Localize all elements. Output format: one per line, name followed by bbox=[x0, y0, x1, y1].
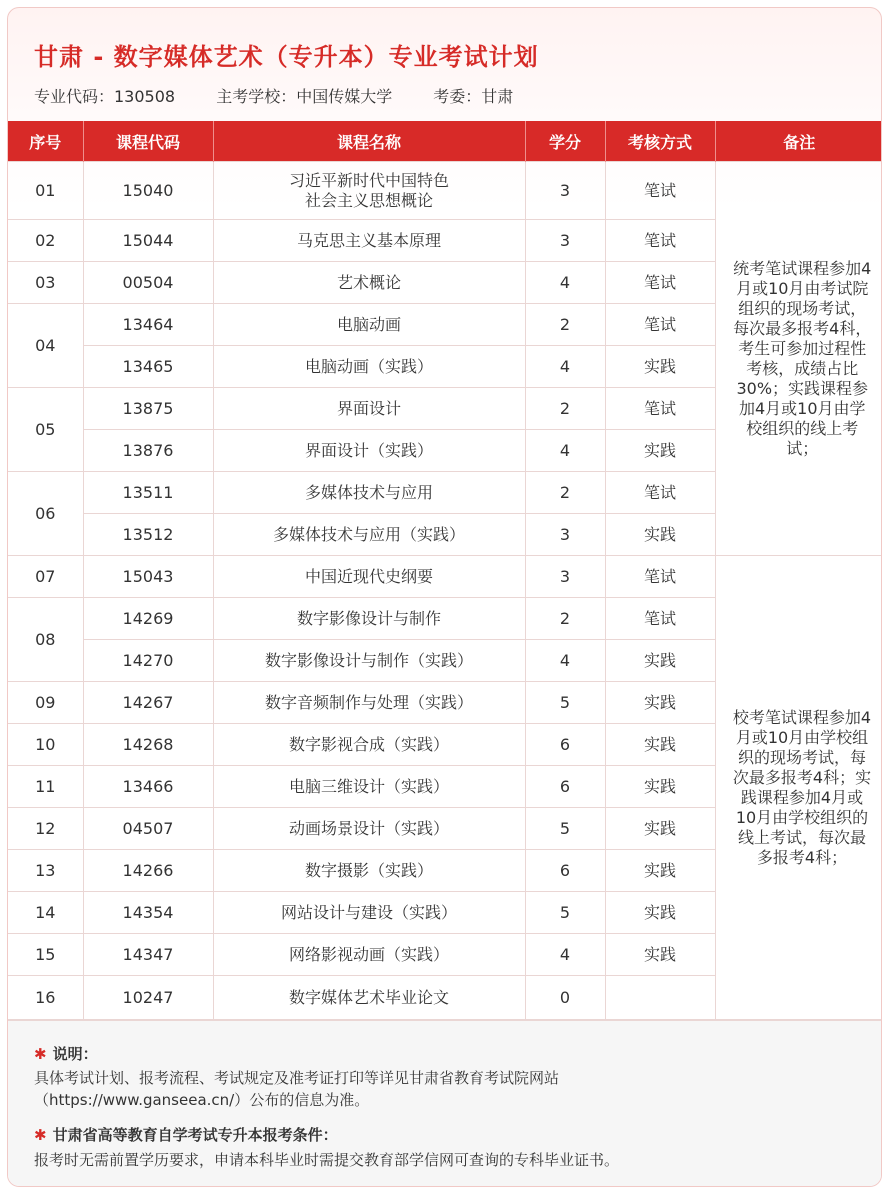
cell-no: 14 bbox=[8, 892, 83, 934]
col-header-credit: 学分 bbox=[525, 121, 605, 162]
cell-method: 实践 bbox=[605, 724, 715, 766]
cell-name: 数字影视合成（实践） bbox=[213, 724, 525, 766]
cell-code: 13876 bbox=[83, 430, 213, 472]
note-text-1a: 具体考试计划、报考流程、考试规定及准考证打印等详见甘肃省教育考试院网站 bbox=[34, 1069, 560, 1087]
cell-name: 数字影像设计与制作（实践） bbox=[213, 640, 525, 682]
cell-code: 15040 bbox=[83, 162, 213, 220]
cell-method: 实践 bbox=[605, 640, 715, 682]
cell-credit: 4 bbox=[525, 934, 605, 976]
cell-credit: 5 bbox=[525, 892, 605, 934]
cell-code: 13466 bbox=[83, 766, 213, 808]
cell-method: 笔试 bbox=[605, 556, 715, 598]
cell-remark: 校考笔试课程参加4月或10月由学校组织的现场考试，每次最多报考4科；实践课程参加4月或10月由学校组织的线上考试，每次最多报考4科； bbox=[715, 556, 882, 1020]
cell-code: 14354 bbox=[83, 892, 213, 934]
cell-method: 笔试 bbox=[605, 304, 715, 346]
cell-credit: 2 bbox=[525, 304, 605, 346]
exam-plan-table bbox=[8, 121, 882, 1020]
col-header-method: 考核方式 bbox=[605, 121, 715, 162]
cell-code: 10247 bbox=[83, 976, 213, 1020]
cell-name: 电脑三维设计（实践） bbox=[213, 766, 525, 808]
cell-credit: 5 bbox=[525, 682, 605, 724]
cell-no: 05 bbox=[8, 388, 83, 472]
cell-credit: 5 bbox=[525, 808, 605, 850]
cell-name: 中国近现代史纲要 bbox=[213, 556, 525, 598]
cell-code: 15043 bbox=[83, 556, 213, 598]
cell-method: 实践 bbox=[605, 892, 715, 934]
cell-credit: 3 bbox=[525, 556, 605, 598]
notes-panel bbox=[8, 1020, 882, 1187]
cell-code: 14266 bbox=[83, 850, 213, 892]
cell-no: 12 bbox=[8, 808, 83, 850]
note-text-1b: （https://www.ganseea.cn/）公布的信息为准。 bbox=[34, 1091, 370, 1109]
cell-no: 04 bbox=[8, 304, 83, 388]
cell-credit: 4 bbox=[525, 262, 605, 304]
table-row bbox=[8, 162, 882, 220]
cell-no: 06 bbox=[8, 472, 83, 556]
col-header-remark: 备注 bbox=[715, 121, 882, 162]
note-heading-2: ✱ 甘肃省高等教育自学考试专升本报考条件： bbox=[34, 1126, 338, 1144]
cell-name: 马克思主义基本原理 bbox=[213, 220, 525, 262]
cell-method: 实践 bbox=[605, 430, 715, 472]
cell-method: 实践 bbox=[605, 766, 715, 808]
cell-code: 15044 bbox=[83, 220, 213, 262]
cell-method: 笔试 bbox=[605, 472, 715, 514]
cell-name: 数字媒体艺术毕业论文 bbox=[213, 976, 525, 1020]
cell-name: 动画场景设计（实践） bbox=[213, 808, 525, 850]
cell-method: 笔试 bbox=[605, 262, 715, 304]
table-row bbox=[8, 556, 882, 598]
cell-code: 14269 bbox=[83, 598, 213, 640]
table-body bbox=[8, 162, 882, 1020]
cell-method: 笔试 bbox=[605, 220, 715, 262]
cell-credit: 4 bbox=[525, 640, 605, 682]
cell-code: 13512 bbox=[83, 514, 213, 556]
cell-credit: 6 bbox=[525, 850, 605, 892]
cell-credit: 2 bbox=[525, 598, 605, 640]
cell-no: 09 bbox=[8, 682, 83, 724]
cell-code: 14270 bbox=[83, 640, 213, 682]
cell-method: 笔试 bbox=[605, 598, 715, 640]
asterisk-icon: ✱ bbox=[34, 1045, 47, 1063]
cell-name: 电脑动画 bbox=[213, 304, 525, 346]
cell-no: 08 bbox=[8, 598, 83, 682]
cell-name: 界面设计 bbox=[213, 388, 525, 430]
cell-credit: 6 bbox=[525, 766, 605, 808]
cell-no: 03 bbox=[8, 262, 83, 304]
cell-method: 实践 bbox=[605, 682, 715, 724]
cell-no: 07 bbox=[8, 556, 83, 598]
cell-no: 15 bbox=[8, 934, 83, 976]
cell-no: 13 bbox=[8, 850, 83, 892]
cell-method: 实践 bbox=[605, 934, 715, 976]
cell-code: 13511 bbox=[83, 472, 213, 514]
cell-method bbox=[605, 976, 715, 1020]
col-header-no: 序号 bbox=[8, 121, 83, 162]
cell-no: 10 bbox=[8, 724, 83, 766]
cell-no: 01 bbox=[8, 162, 83, 220]
note-heading-1: ✱ 说明： bbox=[34, 1045, 98, 1063]
cell-credit: 4 bbox=[525, 346, 605, 388]
cell-name: 习近平新时代中国特色 社会主义思想概论 bbox=[213, 162, 525, 220]
cell-name: 艺术概论 bbox=[213, 262, 525, 304]
cell-no: 02 bbox=[8, 220, 83, 262]
plan-card bbox=[7, 7, 882, 1187]
exam-committee: 考委：甘肃 bbox=[433, 87, 514, 106]
cell-code: 13875 bbox=[83, 388, 213, 430]
cell-method: 实践 bbox=[605, 808, 715, 850]
cell-method: 实践 bbox=[605, 514, 715, 556]
cell-no: 16 bbox=[8, 976, 83, 1020]
cell-name: 数字影像设计与制作 bbox=[213, 598, 525, 640]
cell-code: 04507 bbox=[83, 808, 213, 850]
major-code: 专业代码：130508 bbox=[34, 87, 176, 106]
cell-code: 14268 bbox=[83, 724, 213, 766]
cell-code: 13464 bbox=[83, 304, 213, 346]
cell-credit: 2 bbox=[525, 388, 605, 430]
cell-credit: 0 bbox=[525, 976, 605, 1020]
cell-credit: 3 bbox=[525, 162, 605, 220]
col-header-code: 课程代码 bbox=[83, 121, 213, 162]
host-school: 主考学校：中国传媒大学 bbox=[216, 87, 393, 106]
cell-name: 界面设计（实践） bbox=[213, 430, 525, 472]
cell-code: 14347 bbox=[83, 934, 213, 976]
meta-line bbox=[34, 84, 549, 107]
cell-name: 数字音频制作与处理（实践） bbox=[213, 682, 525, 724]
cell-credit: 2 bbox=[525, 472, 605, 514]
cell-method: 实践 bbox=[605, 346, 715, 388]
col-header-name: 课程名称 bbox=[213, 121, 525, 162]
cell-credit: 6 bbox=[525, 724, 605, 766]
cell-name: 数字摄影（实践） bbox=[213, 850, 525, 892]
cell-code: 13465 bbox=[83, 346, 213, 388]
cell-no: 11 bbox=[8, 766, 83, 808]
cell-name: 多媒体技术与应用（实践） bbox=[213, 514, 525, 556]
cell-credit: 3 bbox=[525, 220, 605, 262]
cell-method: 实践 bbox=[605, 850, 715, 892]
page-title: 甘肃 - 数字媒体艺术（专升本）专业考试计划 bbox=[34, 43, 539, 71]
cell-method: 笔试 bbox=[605, 162, 715, 220]
cell-code: 14267 bbox=[83, 682, 213, 724]
cell-name: 电脑动画（实践） bbox=[213, 346, 525, 388]
cell-name: 网站设计与建设（实践） bbox=[213, 892, 525, 934]
table-header-row bbox=[8, 121, 882, 162]
cell-credit: 4 bbox=[525, 430, 605, 472]
cell-name: 网络影视动画（实践） bbox=[213, 934, 525, 976]
cell-credit: 3 bbox=[525, 514, 605, 556]
note-text-2: 报考时无需前置学历要求，申请本科毕业时需提交教育部学信网可查询的专科毕业证书。 bbox=[34, 1151, 620, 1169]
cell-code: 00504 bbox=[83, 262, 213, 304]
cell-remark: 统考笔试课程参加4月或10月由考试院组织的现场考试，每次最多报考4科，考生可参加过程性考核，成绩占比30%；实践课程参加4月或10月由学校组织的线上考试； bbox=[715, 162, 882, 556]
cell-name: 多媒体技术与应用 bbox=[213, 472, 525, 514]
asterisk-icon: ✱ bbox=[34, 1126, 47, 1144]
cell-method: 笔试 bbox=[605, 388, 715, 430]
